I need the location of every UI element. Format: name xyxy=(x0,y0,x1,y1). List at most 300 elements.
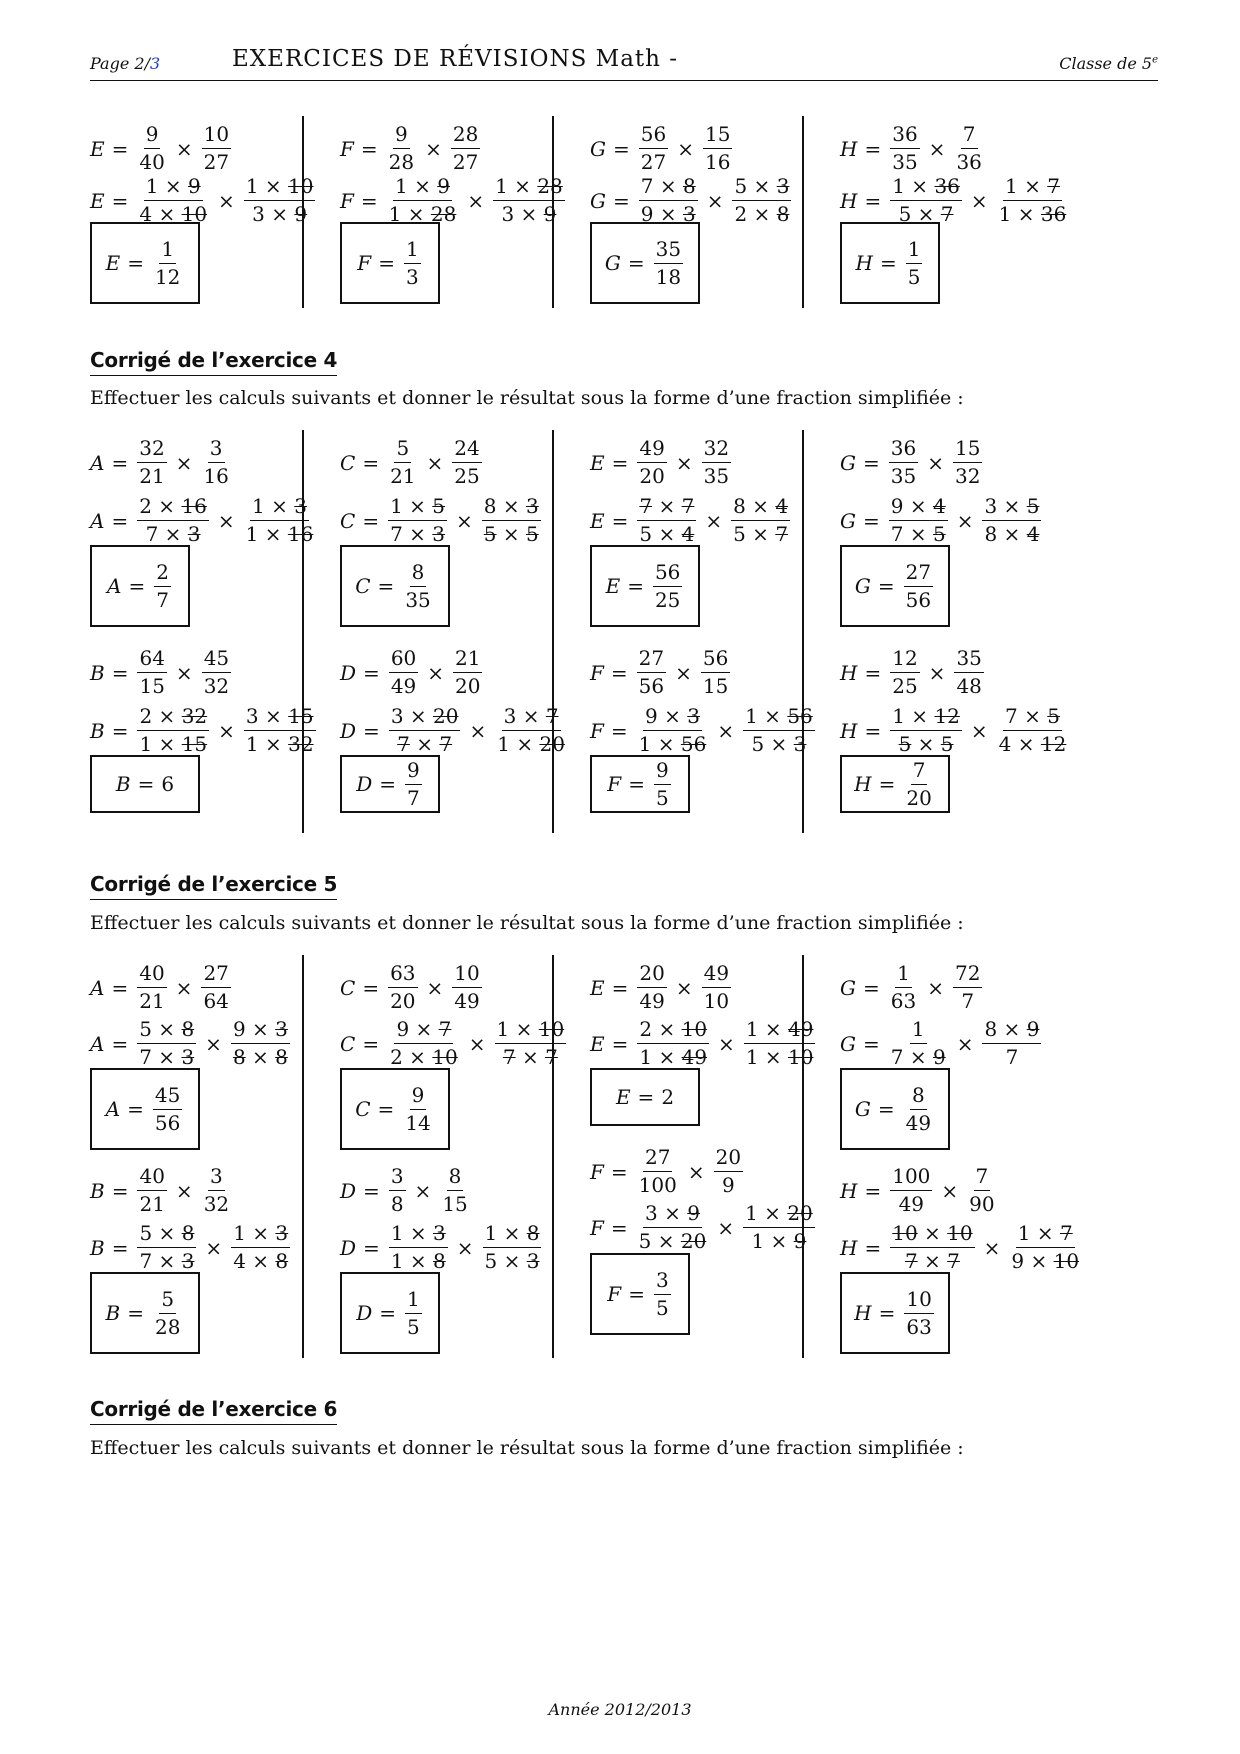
factored-line xyxy=(590,1203,817,1252)
fraction xyxy=(389,648,418,697)
fraction xyxy=(639,176,698,225)
calc-line xyxy=(340,648,484,697)
factored-line xyxy=(90,1019,292,1068)
fraction-numerator: 28 xyxy=(451,124,480,149)
fraction xyxy=(954,124,983,173)
variable-name: H xyxy=(855,251,873,275)
crossed-factor: 8 xyxy=(181,1017,195,1041)
fraction xyxy=(637,1019,709,1068)
crossed-factor: 36 xyxy=(934,174,960,198)
result-box xyxy=(340,1272,440,1354)
factor: 3 xyxy=(645,1201,658,1225)
variable-name: G xyxy=(854,1097,871,1121)
crossed-factor: 10 xyxy=(288,174,314,198)
factor: 9 xyxy=(890,494,904,518)
fraction-numerator: 9 xyxy=(393,124,410,149)
fraction-numerator: 1 × 5 xyxy=(388,496,447,521)
fraction xyxy=(202,124,231,173)
equals-sign: = xyxy=(111,1235,129,1260)
result-fraction xyxy=(153,1082,182,1135)
fraction xyxy=(137,496,209,545)
factor: 2 xyxy=(639,1017,653,1041)
crossed-factor: 9 xyxy=(543,202,557,226)
times-sign: × xyxy=(175,660,193,685)
fraction-numerator: 9 × 3 xyxy=(231,1019,290,1044)
equals-sign: = xyxy=(363,1235,380,1260)
fraction-denominator: 48 xyxy=(956,674,982,698)
times-sign: × xyxy=(928,660,946,685)
fraction xyxy=(387,124,416,173)
equals-sign: = xyxy=(363,1178,380,1203)
fraction-numerator: 1 × 56 xyxy=(743,706,815,731)
variable-name: G xyxy=(840,508,856,533)
equals-sign: = xyxy=(362,975,380,1000)
result-fraction xyxy=(654,1267,671,1320)
fraction xyxy=(244,706,316,755)
fraction-denominator: 40 xyxy=(139,150,165,174)
equals-sign: = xyxy=(127,1097,144,1121)
fraction-numerator: 1 × 8 xyxy=(483,1223,542,1248)
fraction xyxy=(137,176,209,225)
result-value: 2 xyxy=(661,1085,675,1109)
crossed-factor: 3 xyxy=(526,494,539,518)
variable-name: B xyxy=(105,1301,121,1325)
crossed-factor: 8 xyxy=(232,1045,246,1069)
fraction-numerator: 7 × 7 xyxy=(637,496,696,521)
fraction xyxy=(201,963,230,1012)
equals-sign: = xyxy=(864,1235,882,1260)
crossed-factor: 5 xyxy=(940,732,954,756)
equals-sign: = xyxy=(127,251,144,275)
variable-name: E xyxy=(590,450,605,475)
crossed-factor: 9 xyxy=(687,1201,700,1225)
result-fraction-numerator: 27 xyxy=(904,562,933,587)
variable-name: G xyxy=(840,1031,856,1056)
fraction xyxy=(137,648,166,697)
result-box xyxy=(590,1068,700,1126)
factor: 8 xyxy=(733,494,746,518)
crossed-factor: 3 xyxy=(187,522,201,546)
crossed-factor: 10 xyxy=(788,1045,814,1069)
fraction-denominator: 4 × 12 xyxy=(998,732,1067,756)
times-sign: × xyxy=(414,1178,432,1203)
calc-line xyxy=(90,1166,233,1215)
result-box xyxy=(840,755,950,813)
crossed-factor: 7 xyxy=(681,494,695,518)
fraction-numerator: 7 xyxy=(974,1166,991,1191)
equals-sign: = xyxy=(377,1097,395,1121)
equals-sign: = xyxy=(362,450,380,475)
fraction xyxy=(231,1019,290,1068)
times-sign: × xyxy=(456,508,473,533)
crossed-factor: 8 xyxy=(181,1221,195,1245)
variable-name: H xyxy=(840,660,858,685)
variable-name: H xyxy=(840,188,858,213)
crossed-factor: 12 xyxy=(934,704,960,728)
fraction-numerator: 8 xyxy=(447,1166,464,1191)
equals-sign: = xyxy=(363,718,380,743)
calc-line xyxy=(840,1166,999,1215)
times-sign: × xyxy=(175,450,193,475)
result-box xyxy=(590,755,690,813)
equals-sign: = xyxy=(111,450,129,475)
fraction-numerator: 1 × 7 xyxy=(1003,176,1062,201)
fraction-numerator: 32 xyxy=(137,438,166,463)
fraction xyxy=(743,1203,815,1252)
result-fraction xyxy=(654,757,671,810)
equals-sign: = xyxy=(111,718,129,743)
fraction xyxy=(388,438,417,487)
factor: 1 xyxy=(751,1229,765,1253)
result-fraction-numerator: 7 xyxy=(911,760,928,785)
fraction-denominator: 49 xyxy=(390,674,417,698)
equals-sign: = xyxy=(111,660,129,685)
fraction-denominator: 16 xyxy=(704,150,731,174)
fraction-denominator: 7 × 7 xyxy=(502,1045,558,1069)
crossed-factor: 8 xyxy=(526,1221,540,1245)
crossed-factor: 3 xyxy=(294,494,307,518)
fraction-denominator: 1 × 36 xyxy=(998,202,1067,226)
factor: 1 xyxy=(145,174,159,198)
crossed-factor: 10 xyxy=(681,1017,708,1041)
crossed-factor: 4 xyxy=(681,522,695,546)
result-fraction-numerator: 9 xyxy=(654,760,671,785)
factor: 7 xyxy=(640,174,654,198)
crossed-factor: 7 xyxy=(545,704,559,728)
result-fraction-denominator: 12 xyxy=(154,264,181,289)
column-divider xyxy=(802,955,804,1358)
times-sign: × xyxy=(705,508,723,533)
times-sign: × xyxy=(175,136,193,161)
fraction-denominator: 15 xyxy=(139,674,165,698)
crossed-factor: 3 xyxy=(275,1017,288,1041)
times-sign: × xyxy=(675,975,693,1000)
fraction-denominator: 2 × 8 xyxy=(734,202,790,226)
result-fraction-numerator: 1 xyxy=(404,239,421,264)
fraction-denominator: 7 × 5 xyxy=(890,522,946,546)
factor: 1 xyxy=(390,1249,404,1273)
fraction xyxy=(637,963,666,1012)
result-fraction-numerator: 5 xyxy=(159,1289,176,1314)
variable-name: G xyxy=(590,188,606,213)
fraction xyxy=(890,648,919,697)
fraction-numerator: 100 xyxy=(890,1166,932,1191)
result-fraction xyxy=(906,236,923,289)
equals-sign: = xyxy=(363,660,380,685)
calc-line xyxy=(590,124,734,173)
fraction-numerator: 9 xyxy=(144,124,161,149)
fraction-numerator: 1 × 10 xyxy=(244,176,316,201)
fraction xyxy=(244,176,316,225)
fraction-denominator: 32 xyxy=(954,464,981,488)
factor: 8 xyxy=(984,1017,998,1041)
variable-name: D xyxy=(356,772,373,796)
variable-name: B xyxy=(90,1235,105,1260)
fraction xyxy=(744,1019,816,1068)
document-title: EXERCICES DE RÉVISIONS Math - xyxy=(232,46,679,72)
equals-sign: = xyxy=(878,772,896,796)
crossed-factor: 7 xyxy=(545,1045,558,1069)
factor: 1 xyxy=(745,704,758,728)
fraction-denominator: 7 × 7 xyxy=(904,1249,960,1273)
fraction xyxy=(637,496,696,545)
equals-sign: = xyxy=(127,1301,144,1325)
times-sign: × xyxy=(467,188,485,213)
fraction-numerator: 1 × 12 xyxy=(890,706,962,731)
factor: 1 xyxy=(1017,1221,1031,1245)
result-fraction-denominator: 3 xyxy=(405,264,419,289)
fraction-denominator: 27 xyxy=(203,150,230,174)
variable-name: H xyxy=(840,1235,858,1260)
factored-line xyxy=(590,176,793,225)
factored-line xyxy=(90,176,317,225)
equals-sign: = xyxy=(137,772,155,796)
crossed-factor: 7 xyxy=(439,732,453,756)
fraction xyxy=(637,1147,679,1196)
times-sign: × xyxy=(677,136,694,161)
fraction-numerator: 20 xyxy=(637,963,666,988)
fraction-denominator: 9 × 3 xyxy=(640,202,696,226)
result-fraction-numerator: 9 xyxy=(405,760,422,785)
factor: 4 xyxy=(233,1249,246,1273)
factor: 1 xyxy=(639,1045,653,1069)
crossed-factor: 8 xyxy=(433,1249,446,1273)
column-divider xyxy=(552,430,554,833)
crossed-factor: 16 xyxy=(287,522,314,546)
fraction xyxy=(890,1223,974,1272)
variable-name: G xyxy=(590,136,606,161)
fraction xyxy=(137,1223,196,1272)
variable-name: A xyxy=(90,508,105,533)
variable-name: C xyxy=(355,574,371,598)
instruction-exercise-4: Effectuer les calculs suivants et donner le résultat sous la forme d’une fraction simplifiée : xyxy=(90,387,964,409)
factor: 1 xyxy=(390,494,403,518)
factor: 7 xyxy=(890,1045,904,1069)
factor: 2 xyxy=(139,494,152,518)
factor: 1 xyxy=(1005,174,1018,198)
factor: 3 xyxy=(390,704,404,728)
fraction-denominator: 5 × 7 xyxy=(898,202,954,226)
factor: 1 xyxy=(390,1221,404,1245)
fraction xyxy=(714,1147,743,1196)
fraction-denominator: 7 × 7 xyxy=(397,732,453,756)
fraction-numerator: 8 × 9 xyxy=(982,1019,1041,1044)
fraction-denominator: 27 xyxy=(452,150,479,174)
factor: 7 xyxy=(890,522,904,546)
times-sign: × xyxy=(927,450,944,475)
factored-line xyxy=(590,1019,817,1068)
fraction-denominator: 64 xyxy=(203,989,229,1013)
instruction-exercise-6: Effectuer les calculs suivants et donner le résultat sous la forme d’une fraction simplifiée : xyxy=(90,1437,964,1459)
fraction xyxy=(202,1166,231,1215)
crossed-factor: 28 xyxy=(430,202,457,226)
factor: 8 xyxy=(483,494,497,518)
fraction-numerator: 1 × 49 xyxy=(744,1019,816,1044)
fraction-denominator: 49 xyxy=(454,989,480,1013)
result-fraction-numerator: 10 xyxy=(904,1289,933,1314)
equals-sign: = xyxy=(864,718,882,743)
crossed-factor: 9 xyxy=(294,202,308,226)
fraction xyxy=(743,706,815,755)
result-value: 6 xyxy=(161,772,175,796)
factor: 1 xyxy=(892,174,905,198)
fraction xyxy=(388,963,417,1012)
times-sign: × xyxy=(687,1159,705,1184)
result-box xyxy=(90,1068,200,1150)
column-divider xyxy=(302,430,304,833)
fraction-denominator: 15 xyxy=(442,1192,468,1216)
fraction xyxy=(137,706,209,755)
fraction-numerator: 7 × 8 xyxy=(639,176,698,201)
fraction-denominator: 5 × 3 xyxy=(751,732,807,756)
fraction-denominator: 35 xyxy=(892,150,918,174)
factor: 2 xyxy=(139,704,153,728)
result-fraction xyxy=(403,559,432,612)
fraction-denominator: 36 xyxy=(956,150,982,174)
fraction-numerator: 9 × 7 xyxy=(394,1019,453,1044)
variable-name: C xyxy=(340,1031,356,1056)
fraction-denominator: 5 × 5 xyxy=(483,522,539,546)
fraction xyxy=(889,496,948,545)
factor: 1 xyxy=(745,1045,759,1069)
fraction xyxy=(967,1166,996,1215)
fraction-denominator: 1 × 28 xyxy=(388,202,457,226)
factored-line xyxy=(840,1019,1043,1068)
crossed-factor: 7 xyxy=(397,732,410,756)
fraction-numerator: 63 xyxy=(388,963,417,988)
calc-line xyxy=(590,1147,745,1196)
factor: 2 xyxy=(390,1045,403,1069)
equals-sign: = xyxy=(377,574,395,598)
equals-sign: = xyxy=(862,1031,880,1056)
factor: 7 xyxy=(390,522,403,546)
fraction-denominator: 8 xyxy=(390,1192,404,1216)
result-fraction-denominator: 5 xyxy=(655,785,669,810)
crossed-factor: 3 xyxy=(682,202,696,226)
fraction-denominator: 9 × 10 xyxy=(1011,1249,1080,1273)
variable-name: H xyxy=(854,772,872,796)
fraction xyxy=(732,176,791,225)
equals-sign: = xyxy=(877,574,895,598)
factored-line xyxy=(340,496,543,545)
times-sign: × xyxy=(970,718,988,743)
calc-line xyxy=(590,438,733,487)
fraction-numerator: 1 × 28 xyxy=(493,176,565,201)
times-sign: × xyxy=(468,1031,486,1056)
equals-sign: = xyxy=(612,136,630,161)
fraction-numerator: 5 × 8 xyxy=(137,1223,196,1248)
factor: 3 xyxy=(252,202,265,226)
result-fraction-numerator: 8 xyxy=(910,1085,927,1110)
fraction-numerator: 49 xyxy=(637,438,666,463)
fraction-denominator: 15 xyxy=(702,674,729,698)
crossed-factor: 4 xyxy=(1026,522,1040,546)
factor: 1 xyxy=(139,732,153,756)
factor: 9 xyxy=(640,202,654,226)
fraction xyxy=(231,1223,290,1272)
fraction-denominator: 8 × 8 xyxy=(232,1045,288,1069)
fraction-numerator: 3 xyxy=(389,1166,406,1191)
fraction-numerator: 9 × 3 xyxy=(643,706,702,731)
fraction-numerator: 45 xyxy=(202,648,231,673)
factor: 1 xyxy=(638,732,652,756)
fraction-numerator: 1 × 10 xyxy=(495,1019,567,1044)
fraction-numerator: 7 × 5 xyxy=(1003,706,1062,731)
fraction-numerator: 1 × 3 xyxy=(250,496,309,521)
result-box xyxy=(840,222,940,304)
section-title-exercise-5: Corrigé de l’exercice 5 xyxy=(90,872,337,900)
crossed-factor: 7 xyxy=(639,494,653,518)
fraction xyxy=(890,1166,932,1215)
fraction xyxy=(244,496,316,545)
factor: 1 xyxy=(911,1017,925,1041)
factor: 5 xyxy=(484,1249,498,1273)
fraction-numerator: 3 xyxy=(208,438,225,463)
equals-sign: = xyxy=(864,660,882,685)
fraction-denominator: 27 xyxy=(640,150,667,174)
result-fraction xyxy=(405,1286,422,1339)
fraction-denominator: 5 × 4 xyxy=(639,522,695,546)
result-box xyxy=(340,222,440,304)
fraction-numerator: 10 xyxy=(202,124,231,149)
result-fraction-numerator: 1 xyxy=(405,1289,422,1314)
fraction-numerator: 27 xyxy=(643,1147,672,1172)
times-sign: × xyxy=(956,508,974,533)
times-sign: × xyxy=(205,1235,223,1260)
fraction-denominator: 2 × 10 xyxy=(390,1045,458,1069)
fraction-numerator: 2 × 10 xyxy=(637,1019,709,1044)
fraction xyxy=(202,648,231,697)
fraction xyxy=(637,648,666,697)
fraction xyxy=(137,1019,196,1068)
fraction xyxy=(137,438,166,487)
fraction-denominator: 7 × 9 xyxy=(890,1045,946,1069)
calc-line xyxy=(590,963,733,1012)
section-title-exercise-6: Corrigé de l’exercice 6 xyxy=(90,1397,337,1425)
factor: 1 xyxy=(892,704,905,728)
fraction-numerator: 1 × 3 xyxy=(389,1223,448,1248)
equals-sign: = xyxy=(111,1031,129,1056)
variable-name: H xyxy=(840,1178,858,1203)
fraction-denominator: 7 × 3 xyxy=(145,522,201,546)
fraction-denominator: 9 xyxy=(721,1173,735,1197)
fraction-numerator: 15 xyxy=(953,438,982,463)
variable-name: F xyxy=(340,136,354,161)
fraction-denominator: 35 xyxy=(703,464,730,488)
equals-sign: = xyxy=(362,508,380,533)
fraction-numerator: 3 × 15 xyxy=(244,706,316,731)
fraction-denominator: 1 × 49 xyxy=(639,1045,708,1069)
calc-line xyxy=(340,963,484,1012)
crossed-factor: 12 xyxy=(1040,732,1067,756)
fraction-denominator: 4 × 10 xyxy=(139,202,208,226)
times-sign: × xyxy=(983,1235,1001,1260)
equals-sign: = xyxy=(864,136,882,161)
result-fraction-numerator: 2 xyxy=(154,562,171,587)
equals-sign: = xyxy=(378,251,395,275)
fraction-denominator: 63 xyxy=(890,989,917,1013)
fraction-denominator: 5 × 5 xyxy=(898,732,954,756)
fraction-numerator: 3 xyxy=(208,1166,225,1191)
crossed-factor: 3 xyxy=(776,174,790,198)
fraction-denominator: 1 × 10 xyxy=(745,1045,814,1069)
times-sign: × xyxy=(426,450,444,475)
calc-line xyxy=(90,963,233,1012)
equals-sign: = xyxy=(637,1085,655,1109)
fraction xyxy=(953,438,982,487)
fraction-denominator: 8 × 4 xyxy=(984,522,1040,546)
variable-name: C xyxy=(355,1097,371,1121)
